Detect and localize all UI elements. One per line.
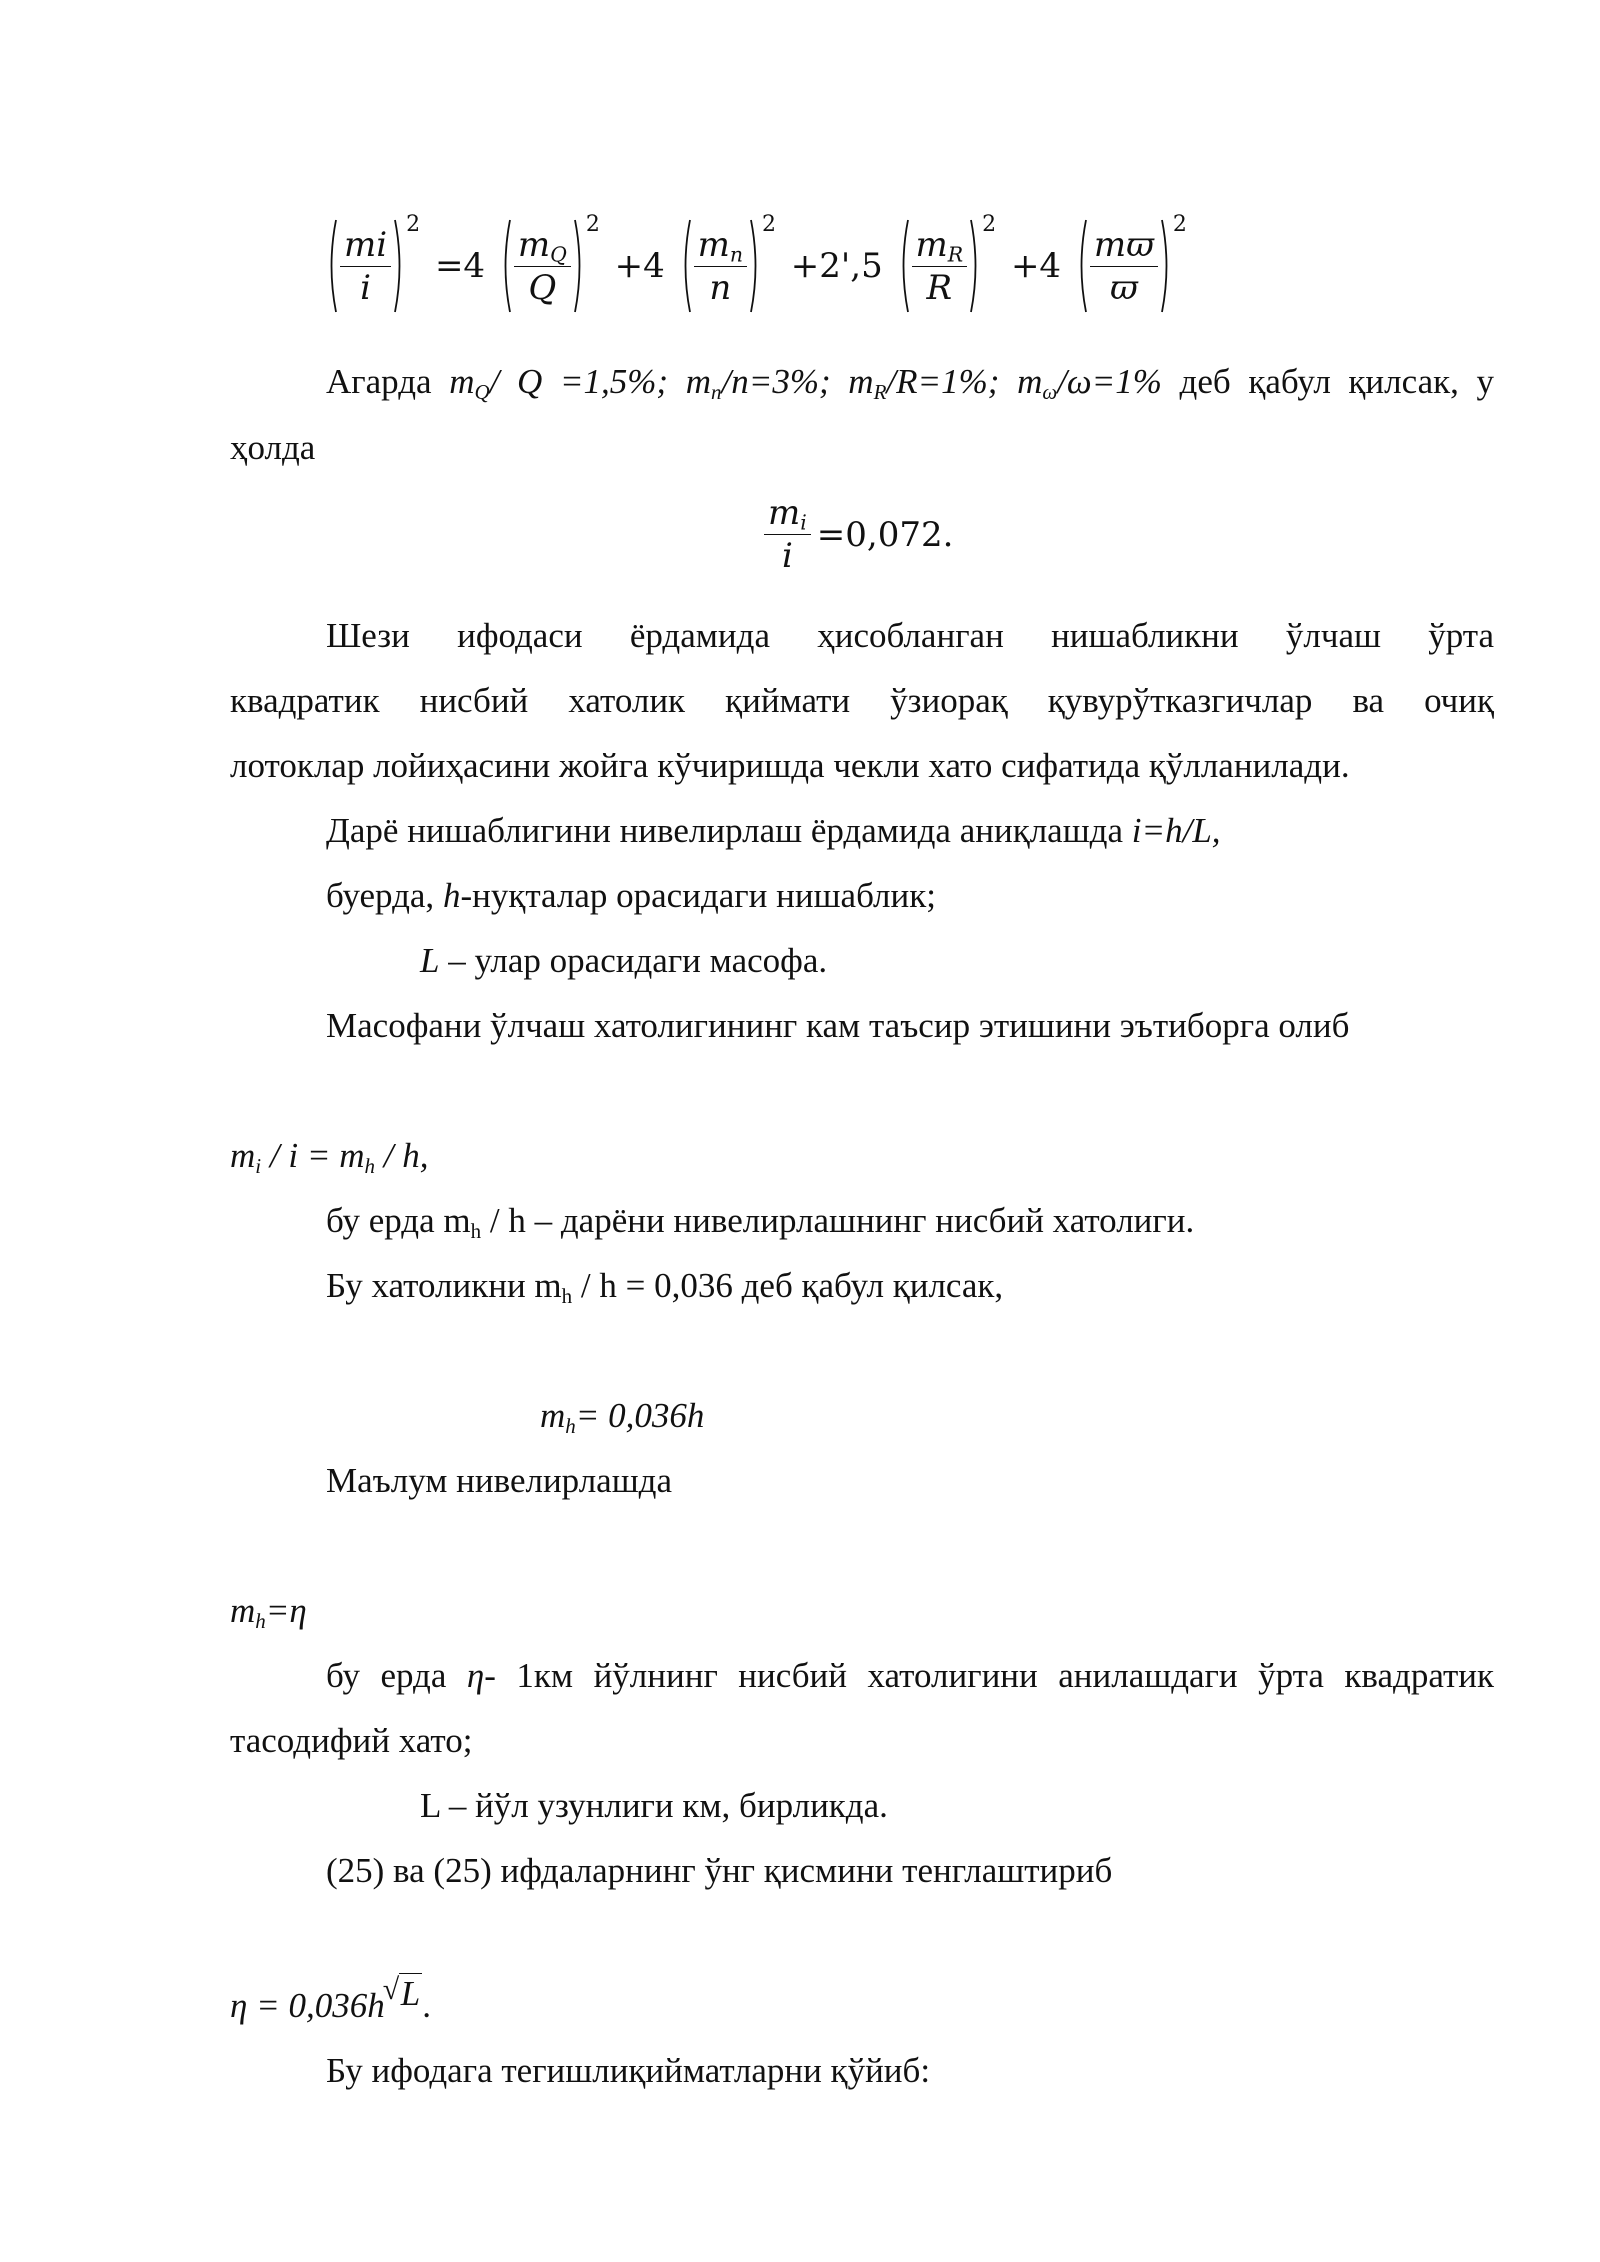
text-run: / Q =1,5%; m [489,362,712,401]
denominator: i [781,536,793,576]
subscript: h [565,1413,576,1438]
text-run: . [422,1986,431,2025]
term-q-denominator: Q [528,267,557,308]
text-run: / h, [374,1136,429,1175]
plus-coefficient: +4 [1010,246,1062,286]
paragraph-distance-error: Масофани ўлчаш хатолигининг кам таъсир этишини эътиборга олиб [326,1006,1350,1045]
formula-mh-eta [230,1587,307,1635]
text-run: m [540,1396,566,1435]
subscript: h [255,1608,266,1633]
plus-coefficient: +4 [614,246,665,286]
assumption-expression [449,362,1162,404]
exponent: 2 [585,212,600,237]
subscript: R [873,379,887,404]
text-run: деб қабул қилсак, у [1161,362,1495,401]
paragraph-assumption-line2: ҳолда [230,428,316,467]
paragraph-l-definition [420,937,827,985]
paragraph-shezi-line2: квадратик нисбий хатолик қиймати ўзиорақ қувурўтказгичлар ва очиқ [230,681,1494,720]
paragraph-known-leveling: Маълум нивелирлашда [326,1461,673,1500]
text-run: бу ерда m [326,1201,471,1240]
lhs-numerator: mi [344,224,388,265]
exponent: 2 [406,212,421,237]
formula-mi-mh [230,1132,428,1180]
variable: L [420,941,440,980]
term-r-denominator: R [926,267,953,308]
text-run: /n=3%; m [721,362,874,401]
text-run: / h – дарёни нивелирлашнинг нисбий хатолиги. [481,1201,1195,1240]
term-q [500,212,600,314]
term-n-numerator: m [697,224,730,265]
term-r-sub: R [947,242,964,267]
paragraph-shezi-line1: Шези ифодаси ёрдамида ҳисобланган нишабликни ўлчаш ўрта [326,616,1494,655]
lhs-denominator: i [360,267,371,308]
equals-coefficient: =4 [434,246,486,286]
term-q-sub: Q [550,242,567,267]
subscript: ω [1042,379,1058,404]
text-run: m [230,1591,256,1630]
text-run: /ω=1% [1057,362,1162,401]
sqrt-argument: L [400,1974,421,2013]
lhs-group [326,212,421,314]
term-r [898,212,997,314]
sqrt-symbol [385,1970,422,2018]
text-run: / i = m [261,1136,365,1175]
text-run: буерда, [326,876,443,915]
text-run: m [230,1136,256,1175]
subscript: Q [474,379,490,404]
subscript: i [800,510,807,535]
text-run: = 0,036h [575,1396,705,1435]
term-omega-denominator: ϖ [1109,267,1138,308]
term-omega-numerator: mϖ [1093,224,1154,265]
paragraph-river-slope [326,807,1221,855]
formula-mi-over-i [762,492,957,577]
numerator: m [768,493,801,533]
variable: h [442,876,461,915]
term-n [680,212,776,314]
term-n-sub: n [729,242,743,267]
text-run: бу ерда [326,1656,467,1695]
text-run: Агарда [326,362,450,401]
term-omega [1076,212,1187,314]
formula-mh-036h [540,1392,704,1440]
text-run: η = 0,036h [230,1986,385,2025]
paragraph-h-definition [326,872,936,920]
subscript: i [255,1153,262,1178]
subscript: h [470,1218,482,1243]
exponent: 2 [761,212,776,237]
text-run: – улар орасидаги масофа. [439,941,828,980]
text-run: /R=1%; m [886,362,1043,401]
slope-expression: i=h/L, [1131,811,1221,850]
subscript: n [711,379,722,404]
text-run: =η [265,1591,307,1630]
rhs-value: =0,072. [816,514,954,555]
subscript: h [364,1153,375,1178]
paragraph-substituting: Бу ифодага тегишлиқийматларни қўйиб: [326,2051,931,2090]
exponent: 2 [982,212,997,237]
lhs-fraction [340,224,391,309]
paragraph-equating: (25) ва (25) ифдаларнинг ўнг қисмини тенглаштириб [326,1851,1113,1890]
formula-eta-sqrt [230,1974,431,2030]
subscript: h [561,1283,573,1308]
variable: η [466,1656,485,1695]
term-q-numerator: m [517,224,551,265]
paragraph-shezi-line3: лотоклар лойиҳасини жойга кўчиришда чекли хато сифатида қўлланилади. [230,746,1350,785]
text-run: m [449,362,475,401]
text-run: / h = 0,036 деб қабул қилсак, [572,1266,1004,1305]
plus-coefficient: +2',5 [790,246,883,286]
paragraph-assumption-line1 [326,358,1494,406]
formula-relative-error-sum [326,212,1187,314]
paragraph-road-length: L – йўл узунлиги км, бирликда. [420,1786,888,1825]
text-run: - 1км йўлнинг нисбий хатолигини анилашдаги ўрта квадратик [484,1656,1494,1695]
term-n-denominator: n [709,267,732,308]
text-run: Бу хатоликни m [326,1266,562,1305]
term-r-numerator: m [915,224,948,265]
paragraph-mh-value [326,1262,1003,1310]
text-run: -нуқталар орасидаги нишаблик; [460,876,936,915]
exponent: 2 [1172,212,1187,237]
text-run: Дарё нишаблигини нивелирлаш ёрдамида аниқлашда [326,811,1132,850]
paragraph-eta-definition-line1 [326,1652,1494,1700]
paragraph-mh-definition [326,1197,1194,1245]
paragraph-eta-definition-line2: тасодифий хато; [230,1721,473,1760]
